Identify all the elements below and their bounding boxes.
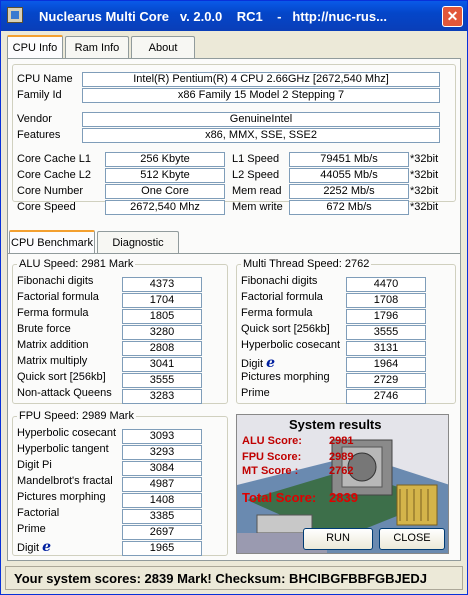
mem-read-bit-label: *32bit (410, 185, 439, 197)
fpu-row-label: Prime (17, 523, 46, 535)
fpu-row-label: Mandelbrot's fractal (17, 475, 113, 487)
fpu-row-value: 3084 (122, 461, 202, 476)
alu-row-value: 1704 (122, 293, 202, 308)
mem-write-value: 672 Mb/s (289, 200, 409, 215)
total-score-value: 2839 (329, 490, 358, 505)
mem-read-label: Mem read (232, 185, 282, 197)
tab-about[interactable]: About (131, 36, 195, 58)
fpu-row-label: Hyperbolic tangent (17, 443, 109, 455)
mt-row-label (241, 355, 275, 371)
window-title: Nuclearus Multi Core v. 2.0.0 RC1 - http://nuc-rus... (39, 9, 387, 24)
alu-row-value: 3283 (122, 389, 202, 404)
core-number-value: One Core (105, 184, 225, 199)
fpu-row-label: Hyperbolic cosecant (17, 427, 117, 439)
fpu-row-value: 1965 (122, 541, 202, 556)
system-score-text: Your system scores: 2839 Mark! Checksum: BHCIBGFBBFGBJEDJ (14, 571, 428, 586)
alu-row-value: 3555 (122, 373, 202, 388)
mt-row-value: 4470 (346, 277, 426, 292)
mt-row-value: 3555 (346, 325, 426, 340)
mt-digit-label: Digit (241, 358, 264, 370)
alu-row-label: Fibonachi digits (17, 275, 94, 287)
alu-row-value: 3041 (122, 357, 202, 372)
status-bar (5, 566, 463, 590)
fpu-score-label: FPU Score: (242, 451, 302, 463)
fpu-speed-title: FPU Speed: 2989 Mark (19, 410, 134, 422)
alu-score-value: 2981 (329, 435, 354, 447)
alu-row-value: 3280 (122, 325, 202, 340)
alu-row-label: Matrix multiply (17, 355, 88, 367)
fpu-row-value: 1408 (122, 493, 202, 508)
tab-diagnostic[interactable]: Diagnostic (97, 231, 179, 253)
mt-score-label: MT Score : (242, 465, 299, 477)
mt-row-value: 3131 (346, 341, 426, 356)
l2-speed-value: 44055 Mb/s (289, 168, 409, 183)
fpu-row-value: 2697 (122, 525, 202, 540)
alu-row-value: 4373 (122, 277, 202, 292)
alu-row-value: 2808 (122, 341, 202, 356)
core-cache-l1-label: Core Cache L1 (17, 153, 91, 165)
l2-bit-label: *32bit (410, 169, 439, 181)
core-cache-l1-value: 256 Kbyte (105, 152, 225, 167)
mt-row-label: Prime (241, 387, 270, 399)
alu-row-label: Brute force (17, 323, 71, 335)
fpu-digit-label: Digit (17, 542, 40, 554)
mt-row-label: Quick sort [256kb] (241, 323, 330, 335)
alu-row-label: Ferma formula (17, 307, 89, 319)
core-speed-label: Core Speed (17, 201, 76, 213)
core-speed-value: 2672,540 Mhz (105, 200, 225, 215)
alu-row-value: 1805 (122, 309, 202, 324)
mt-row-label: Hyperbolic cosecant (241, 339, 341, 351)
fpu-row-label: Factorial (17, 507, 60, 519)
features-value: x86, MMX, SSE, SSE2 (82, 128, 440, 143)
fpu-row-value: 4987 (122, 477, 202, 492)
tab-ram-info[interactable]: Ram Info (65, 36, 129, 58)
cpu-name-value: Intel(R) Pentium(R) 4 CPU 2.66GHz [2672,540 Mhz] (82, 72, 440, 87)
mem-read-value: 2252 Mb/s (289, 184, 409, 199)
l1-speed-label: L1 Speed (232, 153, 280, 165)
mem-write-label: Mem write (232, 201, 283, 213)
e-glyph-icon: e (266, 355, 275, 371)
mt-row-label: Factorial formula (241, 291, 323, 303)
alu-row-label: Quick sort [256kb] (17, 371, 106, 383)
fpu-score-value: 2989 (329, 451, 354, 463)
features-label: Features (17, 129, 61, 141)
close-button[interactable]: CLOSE (379, 528, 445, 550)
fpu-row-label: Digit Pi (17, 459, 52, 471)
multi-thread-title: Multi Thread Speed: 2762 (243, 258, 370, 270)
title-bar[interactable] (1, 1, 467, 31)
tab-cpu-info[interactable]: CPU Info (7, 35, 63, 59)
core-cache-l2-label: Core Cache L2 (17, 169, 91, 181)
alu-speed-title: ALU Speed: 2981 Mark (19, 258, 134, 270)
mt-row-value: 2746 (346, 389, 426, 404)
tab-cpu-benchmark[interactable]: CPU Benchmark (9, 230, 95, 254)
fpu-row-value: 3093 (122, 429, 202, 444)
mt-row-value: 1708 (346, 293, 426, 308)
core-number-label: Core Number (17, 185, 84, 197)
fpu-row-label: Pictures morphing (17, 491, 106, 503)
mt-row-label: Pictures morphing (241, 371, 330, 383)
mt-row-label: Fibonachi digits (241, 275, 318, 287)
system-results-panel (236, 414, 449, 554)
fpu-row-value: 3385 (122, 509, 202, 524)
fpu-row-label (17, 539, 51, 555)
subtab-divider (8, 253, 460, 254)
vendor-label: Vendor (17, 113, 52, 125)
alu-score-label: ALU Score: (242, 435, 302, 447)
mt-row-label: Ferma formula (241, 307, 313, 319)
mt-score-value: 2762 (329, 465, 354, 477)
alu-row-label: Factorial formula (17, 291, 99, 303)
system-results-title: System results (289, 417, 382, 432)
total-score-label: Total Score: (242, 490, 317, 505)
mt-row-value: 1964 (346, 357, 426, 372)
family-id-value: x86 Family 15 Model 2 Stepping 7 (82, 88, 440, 103)
fpu-row-value: 3293 (122, 445, 202, 460)
run-button[interactable]: RUN (303, 528, 373, 550)
app-icon (7, 7, 23, 23)
l1-bit-label: *32bit (410, 153, 439, 165)
cpu-name-label: CPU Name (17, 73, 73, 85)
family-id-label: Family Id (17, 89, 62, 101)
mt-row-value: 1796 (346, 309, 426, 324)
e-glyph-icon: e (42, 539, 51, 555)
mem-write-bit-label: *32bit (410, 201, 439, 213)
l1-speed-value: 79451 Mb/s (289, 152, 409, 167)
core-cache-l2-value: 512 Kbyte (105, 168, 225, 183)
close-window-button[interactable]: ✕ (442, 6, 463, 27)
l2-speed-label: L2 Speed (232, 169, 280, 181)
alu-row-label: Non-attack Queens (17, 387, 112, 399)
vendor-value: GenuineIntel (82, 112, 440, 127)
mt-row-value: 2729 (346, 373, 426, 388)
alu-row-label: Matrix addition (17, 339, 89, 351)
